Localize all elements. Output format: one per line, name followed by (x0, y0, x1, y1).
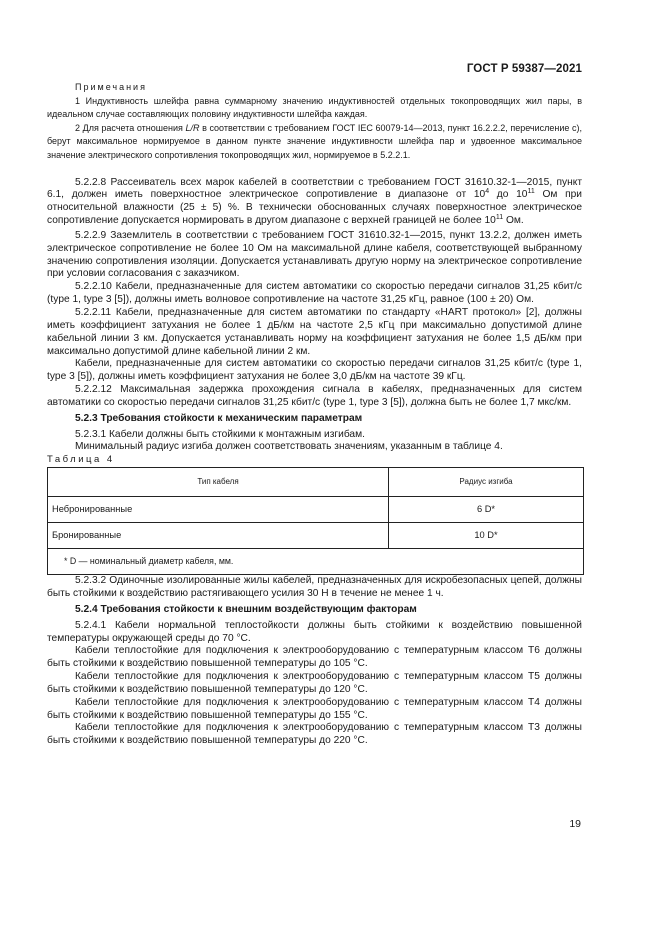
para-t6: Кабели теплостойкие для подключения к электрооборудованию с температурным классом Т6 должны быть стойкими к воздействию повышенной температуры до 105 °С. (47, 645, 582, 670)
para-5-2-2-12: 5.2.2.12 Максимальная задержка прохождения сигнала в кабелях, предназначенных для систем автоматики со скоростью передачи сигналов 31,25 кбит/с (type 1, type 3 [5]), должна быть не более 1,7 мкс/км. (47, 384, 582, 408)
heading-5-2-4: 5.2.4 Требования стойкости к внешним воздействующим факторам (75, 603, 417, 615)
exponent-1: 4 (485, 188, 490, 196)
para-5-2-2-8-c: Ом при относительной влажности (25 ± 5) %. В технически обоснованных случаях поверхностное электрическое сопротивление допускается нормировать в другом диапазоне с верхней границей не более 10 (47, 189, 582, 227)
document-header: ГОСТ Р 59387—2021 (466, 63, 582, 75)
para-5-2-2-11-b: Кабели, предназначенные для систем автоматики со скоростью передачи сигналов 31,25 кбит/с (type 1, type 3 [5]), должны иметь коэффициент затухания не более 3,0 дБ/км на частоте 39 кГц. (47, 358, 582, 383)
para-5-2-2-8-b: до 10 (489, 189, 528, 201)
note-2-part-a: 2 Для расчета отношения (75, 122, 186, 133)
para-t4: Кабели теплостойкие для подключения к электрооборудованию с температурным классом Т4 должны быть стойкими к воздействию повышенной температуры до 155 °С. (47, 696, 582, 721)
para-5-2-2-8 (47, 177, 582, 228)
para-5-2-2-8-a: 5.2.2.8 Рассеиватель всех марок кабелей в соответствии с требованием ГОСТ 31610.32-1—2015, пункт 6.1, должен иметь поверхностное электрическое сопротивление в диапазоне от 10 (47, 176, 582, 201)
para-5-2-4-1: 5.2.4.1 Кабели нормальной теплостойкости должны быть стойкими к воздействию повышенной температуры окружающей среды до 70 °С. (47, 619, 582, 644)
table-header-row (48, 468, 584, 497)
exponent-2: 11 (527, 188, 535, 196)
table-row (48, 523, 584, 549)
table-caption: Таблица 4 (47, 454, 115, 466)
note-2 (47, 122, 582, 163)
note-2-ratio: L/R (185, 122, 200, 133)
body-text (47, 177, 582, 749)
para-5-2-3-1: 5.2.3.1 Кабели должны быть стойкими к монтажным изгибам. (75, 428, 365, 440)
para-t3: Кабели теплостойкие для подключения к электрооборудованию с температурным классом Т3 должны быть стойкими к воздействию повышенной температуры до 220 °С. (47, 722, 582, 747)
para-5-2-2-9: 5.2.2.9 Заземлитель в соответствии с требованием ГОСТ 31610.32-1—2015, пункт 13.2.2, должен иметь электрическое сопротивление не более 10 Ом на максимальной длине кабеля, соответствующей выбранному значению сопротивления изоляции. Допускается устанавливать другую норму на электрическое сопротивление при условии согласования с заказчиком. (47, 229, 582, 280)
table-footnote-row (48, 549, 584, 575)
bend-radius-table (47, 467, 584, 575)
para-5-2-2-10: 5.2.2.10 Кабели, предназначенные для систем автоматики со скоростью передачи сигналов 31,25 кбит/с (type 1, type 3 [5]), должны иметь волновое сопротивление на частоте 31,25 кГц, равное (100 ± 20) Ом. (47, 281, 582, 306)
page-number: 19 (569, 818, 581, 830)
table-cell-radius: 10 D* (389, 523, 584, 549)
table-header-bend-radius: Радиус изгиба (389, 468, 584, 497)
para-5-2-3-1-b: Минимальный радиус изгиба должен соответствовать значениям, указанным в таблице 4. (75, 441, 503, 453)
heading-5-2-3: 5.2.3 Требования стойкости к механическим параметрам (75, 412, 363, 424)
para-5-2-3-2: 5.2.3.2 Одиночные изолированные жилы кабелей, предназначенных для искробезопасных цепей, должны быть стойкими к воздействию растягивающего усилия 30 Н в течение не менее 1 ч. (47, 575, 582, 599)
para-5-2-2-8-d: Ом. (503, 215, 524, 227)
table-header-cable-type: Тип кабеля (48, 468, 389, 497)
table-cell-radius: 6 D* (389, 497, 584, 523)
table-row (48, 497, 584, 523)
table-cell-type: Небронированные (48, 497, 389, 523)
page-content (47, 80, 582, 748)
exponent-3: 11 (495, 214, 504, 222)
para-5-2-2-11: 5.2.2.11 Кабели, предназначенные для систем автоматики по стандарту «HART протокол» [2], должны иметь коэффициент затухания не более 1 дБ/км на частоте 2,5 кГц при максимально допустимой длине кабельной линии 3 км. Допускается устанавливать норму на коэффициент затухания не более 1,5 дБ/км при максимально допустимой длине кабельной линии 2 км. (47, 307, 582, 357)
table-cell-type: Бронированные (48, 523, 389, 549)
note-1: 1 Индуктивность шлейфа равна суммарному значению индуктивностей отдельных токопроводящих жил пары, в идеальном случае составляющих половину индуктивности шлейфа каждая. (47, 95, 582, 120)
table-footnote: * D — номинальный диаметр кабеля, мм. (48, 549, 584, 575)
note-2-part-b: в соответствии с требованием ГОСТ IEC 60079-14—2013, пункт 16.2.2.2, перечисление c), берут максимальное нормируемое в данном пункте значение индуктивности шлейфа пар и удвоенное максимальное значение электрического сопротивления токопроводящих жил, нормируемое в 5.2.2.1. (47, 122, 583, 160)
notes-block (47, 81, 582, 163)
para-t5: Кабели теплостойкие для подключения к электрооборудованию с температурным классом Т5 должны быть стойкими к воздействию повышенной температуры до 120 °С. (47, 671, 582, 695)
notes-title: Примечания (75, 82, 147, 92)
